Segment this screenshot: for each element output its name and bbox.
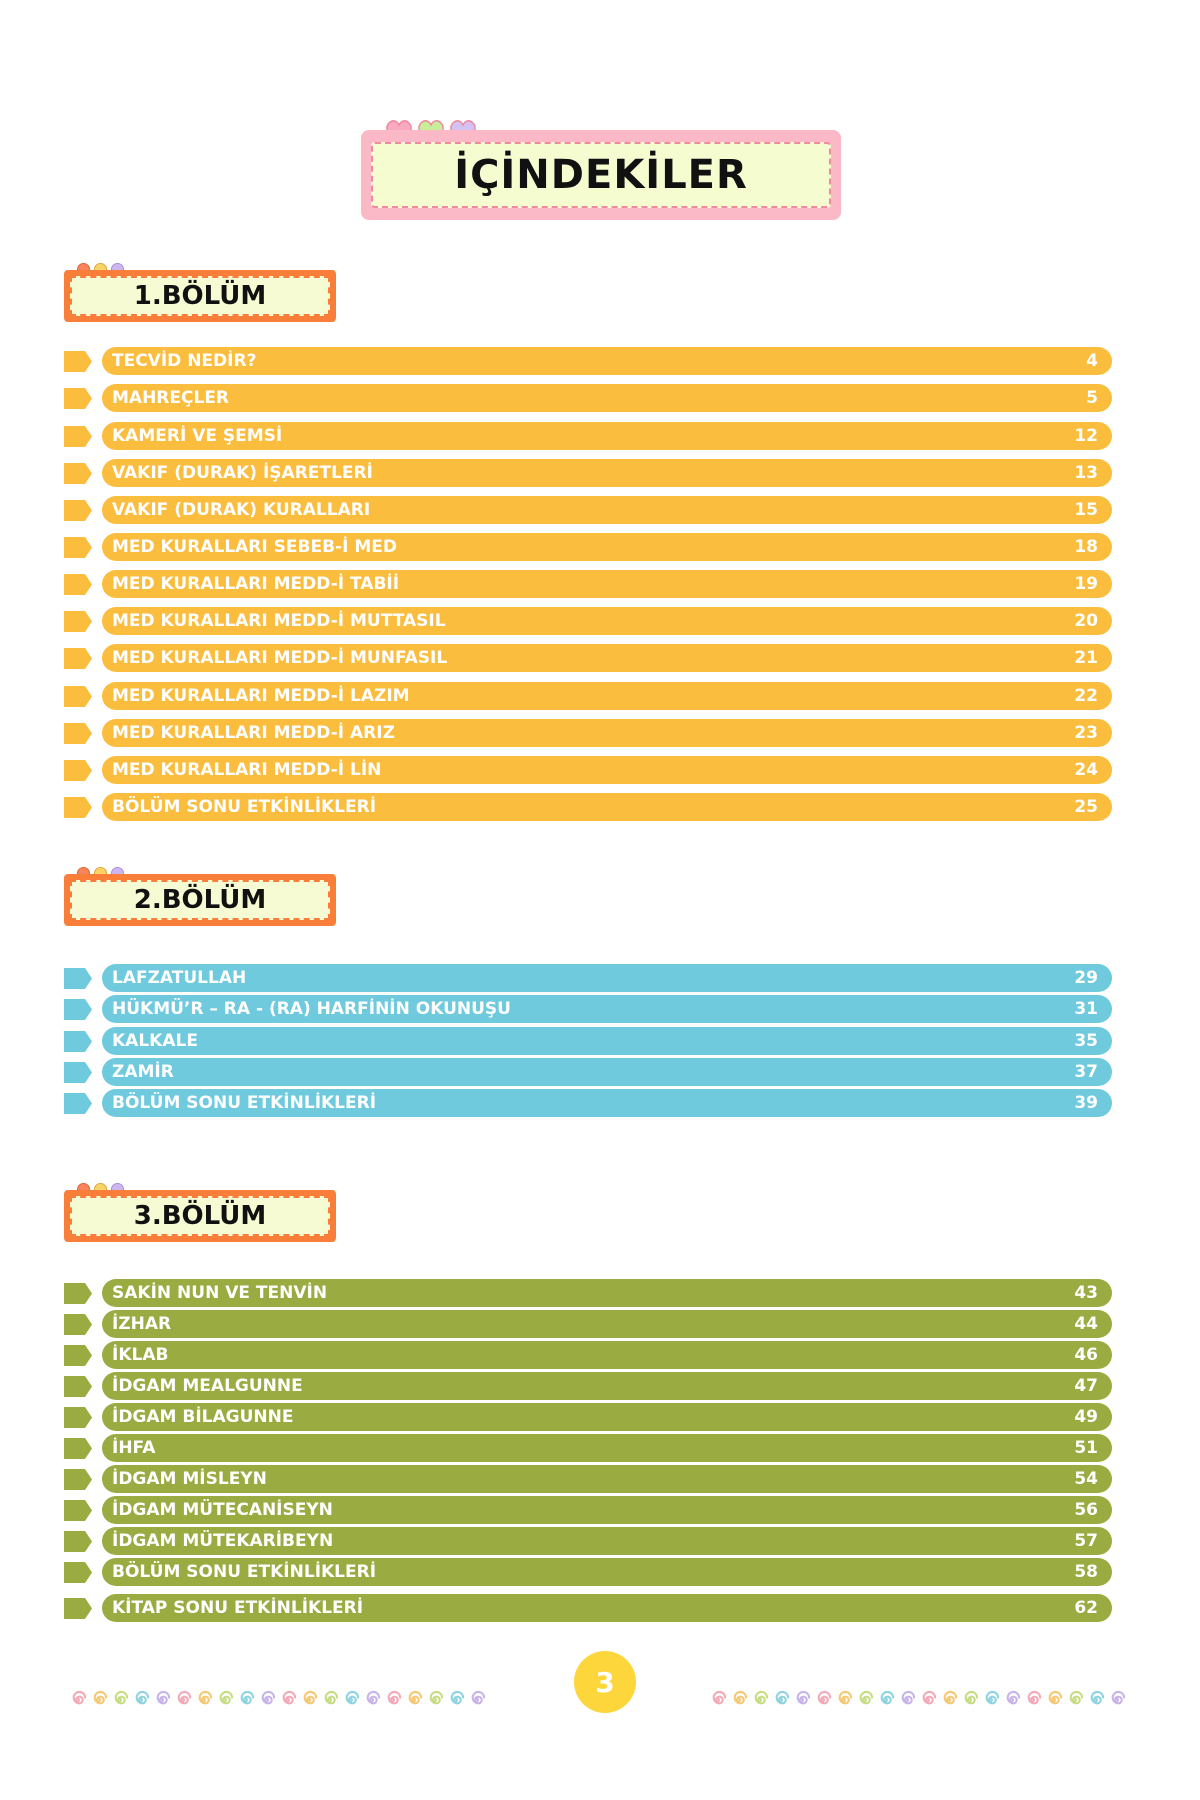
toc-entry-page: 19 (1074, 574, 1098, 594)
toc-entry[interactable] (64, 1341, 1112, 1369)
toc-entry-bar[interactable] (102, 533, 1112, 561)
arrow-icon (64, 760, 92, 781)
toc-entry-page: 25 (1074, 797, 1098, 817)
arrow-icon (64, 1093, 92, 1114)
swirl-icon (1107, 1690, 1126, 1709)
toc-entry-title: MED KURALLARI MEDD-İ ARIZ (112, 723, 395, 743)
swirl-icon (341, 1690, 360, 1709)
toc-entry-page: 23 (1074, 723, 1098, 743)
toc-entry-page: 15 (1074, 500, 1098, 520)
toc-entry[interactable] (64, 1027, 1112, 1055)
swirl-icon (173, 1690, 192, 1709)
arrow-icon (64, 1283, 92, 1304)
swirl-icon (981, 1690, 1000, 1709)
page-number: 3 (595, 1665, 615, 1699)
arrow-icon (64, 1407, 92, 1428)
toc-entry-title: MED KURALLARI MEDD-İ MUTTASIL (112, 611, 446, 631)
toc-entry-page: 29 (1074, 968, 1098, 988)
toc-entry-page: 31 (1074, 999, 1098, 1019)
footer-swirls-right (708, 1690, 1126, 1709)
toc-entry-bar[interactable] (102, 1594, 1112, 1622)
toc-entry-bar[interactable] (102, 459, 1112, 487)
section-header-inner (70, 1196, 330, 1236)
swirl-icon (131, 1690, 150, 1709)
page-number-badge (574, 1651, 636, 1713)
arrow-icon (64, 1531, 92, 1552)
toc-entry[interactable] (64, 1372, 1112, 1400)
section-header-1 (64, 270, 336, 322)
toc-entry-title: BÖLÜM SONU ETKİNLİKLERİ (112, 1093, 377, 1113)
toc-entry-title: MED KURALLARI MEDD-İ MUNFASIL (112, 648, 448, 668)
toc-entry-title: İZHAR (112, 1314, 172, 1334)
toc-entry-bar[interactable] (102, 756, 1112, 784)
swirl-icon (897, 1690, 916, 1709)
toc-entry-title: MED KURALLARI MEDD-İ TABİİ (112, 574, 400, 594)
toc-entry-title: TECVİD NEDİR? (112, 351, 257, 371)
toc-entry-bar[interactable] (102, 1465, 1112, 1493)
toc-entry[interactable] (64, 1089, 1112, 1117)
toc-entry-bar[interactable] (102, 964, 1112, 992)
toc-entry-title: ZAMİR (112, 1062, 174, 1082)
toc-entry[interactable] (64, 1558, 1112, 1586)
arrow-icon (64, 968, 92, 989)
toc-entry-bar[interactable] (102, 1496, 1112, 1524)
toc-entry-page: 20 (1074, 611, 1098, 631)
toc-entry-page: 47 (1074, 1376, 1098, 1396)
arrow-icon (64, 648, 92, 669)
toc-entry-title: KAMERİ VE ŞEMSİ (112, 426, 283, 446)
toc-entry[interactable] (64, 533, 1112, 561)
section-title: 3.BÖLÜM (133, 1201, 267, 1231)
toc-entry-bar[interactable] (102, 1558, 1112, 1586)
swirl-icon (110, 1690, 129, 1709)
toc-entry-title: VAKIF (DURAK) KURALLARI (112, 500, 371, 520)
toc-entry-page: 37 (1074, 1062, 1098, 1082)
section-header-2 (64, 874, 336, 926)
toc-entry[interactable] (64, 793, 1112, 821)
swirl-icon (446, 1690, 465, 1709)
toc-entry-page: 13 (1074, 463, 1098, 483)
toc-entry-title: BÖLÜM SONU ETKİNLİKLERİ (112, 1562, 377, 1582)
toc-entry-page: 54 (1074, 1469, 1098, 1489)
toc-entry[interactable] (64, 459, 1112, 487)
toc-entry-title: MED KURALLARI MEDD-İ LAZIM (112, 686, 410, 706)
toc-entry-bar[interactable] (102, 347, 1112, 375)
toc-entry[interactable] (64, 995, 1112, 1023)
arrow-icon (64, 1562, 92, 1583)
swirl-icon (1065, 1690, 1084, 1709)
toc-entry-bar[interactable] (102, 1403, 1112, 1431)
toc-entry-bar[interactable] (102, 570, 1112, 598)
arrow-icon (64, 351, 92, 372)
toc-entry[interactable] (64, 756, 1112, 784)
toc-entry-bar[interactable] (102, 1027, 1112, 1055)
swirl-icon (813, 1690, 832, 1709)
toc-entry[interactable] (64, 1434, 1112, 1462)
toc-entry[interactable] (64, 644, 1112, 672)
toc-entry-title: MED KURALLARI MEDD-İ LİN (112, 760, 382, 780)
toc-entry-bar[interactable] (102, 496, 1112, 524)
toc-entry[interactable] (64, 607, 1112, 635)
title-box (361, 130, 841, 220)
arrow-icon (64, 1376, 92, 1397)
toc-entry-title: VAKIF (DURAK) İŞARETLERİ (112, 463, 373, 483)
swirl-icon (320, 1690, 339, 1709)
toc-entry-title: İDGAM MİSLEYN (112, 1469, 267, 1489)
swirl-icon (404, 1690, 423, 1709)
arrow-icon (64, 1031, 92, 1052)
arrow-icon (64, 723, 92, 744)
arrow-icon (64, 500, 92, 521)
toc-entry-title: LAFZATULLAH (112, 968, 247, 988)
arrow-icon (64, 1469, 92, 1490)
swirl-icon (771, 1690, 790, 1709)
arrow-icon (64, 1314, 92, 1335)
toc-entry-title: KİTAP SONU ETKİNLİKLERİ (112, 1598, 364, 1618)
arrow-icon (64, 999, 92, 1020)
title-inner (371, 142, 831, 208)
toc-entry-bar[interactable] (102, 1434, 1112, 1462)
swirl-icon (1086, 1690, 1105, 1709)
toc-entry-title: İKLAB (112, 1345, 169, 1365)
toc-entry[interactable] (64, 1465, 1112, 1493)
swirl-icon (918, 1690, 937, 1709)
swirl-icon (876, 1690, 895, 1709)
toc-entry-title: KALKALE (112, 1031, 198, 1051)
arrow-icon (64, 388, 92, 409)
toc-entry-page: 43 (1074, 1283, 1098, 1303)
toc-entry-bar[interactable] (102, 719, 1112, 747)
toc-entry-title: İDGAM MÜTEKARİBEYN (112, 1531, 334, 1551)
toc-entry-title: İHFA (112, 1438, 156, 1458)
swirl-icon (362, 1690, 381, 1709)
toc-entry-page: 57 (1074, 1531, 1098, 1551)
toc-entry-bar[interactable] (102, 607, 1112, 635)
arrow-icon (64, 1062, 92, 1083)
section-header-inner (70, 880, 330, 920)
toc-entry[interactable] (64, 570, 1112, 598)
toc-entry-title: BÖLÜM SONU ETKİNLİKLERİ (112, 797, 377, 817)
arrow-icon (64, 537, 92, 558)
swirl-icon (792, 1690, 811, 1709)
swirl-icon (960, 1690, 979, 1709)
arrow-icon (64, 574, 92, 595)
toc-entry-bar[interactable] (102, 384, 1112, 412)
section-title: 1.BÖLÜM (133, 281, 267, 311)
toc-entry-bar[interactable] (102, 1341, 1112, 1369)
toc-entry[interactable] (64, 1403, 1112, 1431)
swirl-icon (855, 1690, 874, 1709)
arrow-icon (64, 1438, 92, 1459)
toc-entry-bar[interactable] (102, 644, 1112, 672)
arrow-icon (64, 1598, 92, 1619)
toc-entry-page: 56 (1074, 1500, 1098, 1520)
toc-entry-bar[interactable] (102, 793, 1112, 821)
toc-entry-title: HÜKMÜ’R – RA - (RA) HARFİNİN OKUNUŞU (112, 999, 511, 1019)
swirl-icon (1044, 1690, 1063, 1709)
toc-entry[interactable] (64, 1310, 1112, 1338)
toc-entry-page: 39 (1074, 1093, 1098, 1113)
toc-entry-bar[interactable] (102, 1310, 1112, 1338)
swirl-icon (299, 1690, 318, 1709)
toc-entry-bar[interactable] (102, 682, 1112, 710)
arrow-icon (64, 797, 92, 818)
toc-entry[interactable] (64, 1527, 1112, 1555)
toc-entry-title: MED KURALLARI SEBEB-İ MED (112, 537, 397, 557)
toc-entry-bar[interactable] (102, 1089, 1112, 1117)
arrow-icon (64, 611, 92, 632)
swirl-icon (1002, 1690, 1021, 1709)
section-title: 2.BÖLÜM (133, 885, 267, 915)
swirl-icon (834, 1690, 853, 1709)
page-title: İÇİNDEKİLER (454, 152, 748, 198)
swirl-icon (152, 1690, 171, 1709)
footer-swirls-left (68, 1690, 486, 1709)
toc-entry-page: 58 (1074, 1562, 1098, 1582)
toc-entry-page: 12 (1074, 426, 1098, 446)
toc-entry[interactable] (64, 682, 1112, 710)
toc-entry[interactable] (64, 1496, 1112, 1524)
toc-entry-title: İDGAM MEALGUNNE (112, 1376, 303, 1396)
toc-entry[interactable] (64, 1594, 1112, 1622)
toc-entry-bar[interactable] (102, 995, 1112, 1023)
swirl-icon (236, 1690, 255, 1709)
toc-entry-title: İDGAM BİLAGUNNE (112, 1407, 294, 1427)
toc-entry-page: 5 (1086, 388, 1098, 408)
swirl-icon (729, 1690, 748, 1709)
toc-entry-page: 18 (1074, 537, 1098, 557)
toc-entry[interactable] (64, 496, 1112, 524)
toc-entry-page: 22 (1074, 686, 1098, 706)
toc-entry-bar[interactable] (102, 422, 1112, 450)
toc-entry-title: İDGAM MÜTECANİSEYN (112, 1500, 333, 1520)
swirl-icon (425, 1690, 444, 1709)
arrow-icon (64, 1500, 92, 1521)
swirl-icon (257, 1690, 276, 1709)
swirl-icon (278, 1690, 297, 1709)
swirl-icon (939, 1690, 958, 1709)
toc-entry-title: SAKİN NUN VE TENVİN (112, 1283, 328, 1303)
section-header-inner (70, 276, 330, 316)
toc-entry[interactable] (64, 347, 1112, 375)
toc-entry-title: MAHREÇLER (112, 388, 230, 408)
toc-entry-page: 51 (1074, 1438, 1098, 1458)
swirl-icon (1023, 1690, 1042, 1709)
toc-entry-page: 24 (1074, 760, 1098, 780)
toc-entry-page: 49 (1074, 1407, 1098, 1427)
toc-entry[interactable] (64, 422, 1112, 450)
toc-entry-bar[interactable] (102, 1527, 1112, 1555)
toc-entry-bar[interactable] (102, 1058, 1112, 1086)
toc-entry-page: 21 (1074, 648, 1098, 668)
toc-entry[interactable] (64, 1279, 1112, 1307)
arrow-icon (64, 426, 92, 447)
toc-entry-bar[interactable] (102, 1279, 1112, 1307)
arrow-icon (64, 1345, 92, 1366)
toc-entry[interactable] (64, 964, 1112, 992)
swirl-icon (750, 1690, 769, 1709)
swirl-icon (68, 1690, 87, 1709)
toc-entry[interactable] (64, 719, 1112, 747)
swirl-icon (89, 1690, 108, 1709)
section-header-3 (64, 1190, 336, 1242)
swirl-icon (383, 1690, 402, 1709)
toc-entry-page: 44 (1074, 1314, 1098, 1334)
toc-entry-page: 46 (1074, 1345, 1098, 1365)
toc-entry-page: 35 (1074, 1031, 1098, 1051)
swirl-icon (467, 1690, 486, 1709)
swirl-icon (708, 1690, 727, 1709)
toc-entry-bar[interactable] (102, 1372, 1112, 1400)
toc-entry[interactable] (64, 384, 1112, 412)
arrow-icon (64, 686, 92, 707)
swirl-icon (215, 1690, 234, 1709)
toc-entry[interactable] (64, 1058, 1112, 1086)
swirl-icon (194, 1690, 213, 1709)
toc-entry-page: 62 (1074, 1598, 1098, 1618)
toc-entry-page: 4 (1086, 351, 1098, 371)
arrow-icon (64, 463, 92, 484)
